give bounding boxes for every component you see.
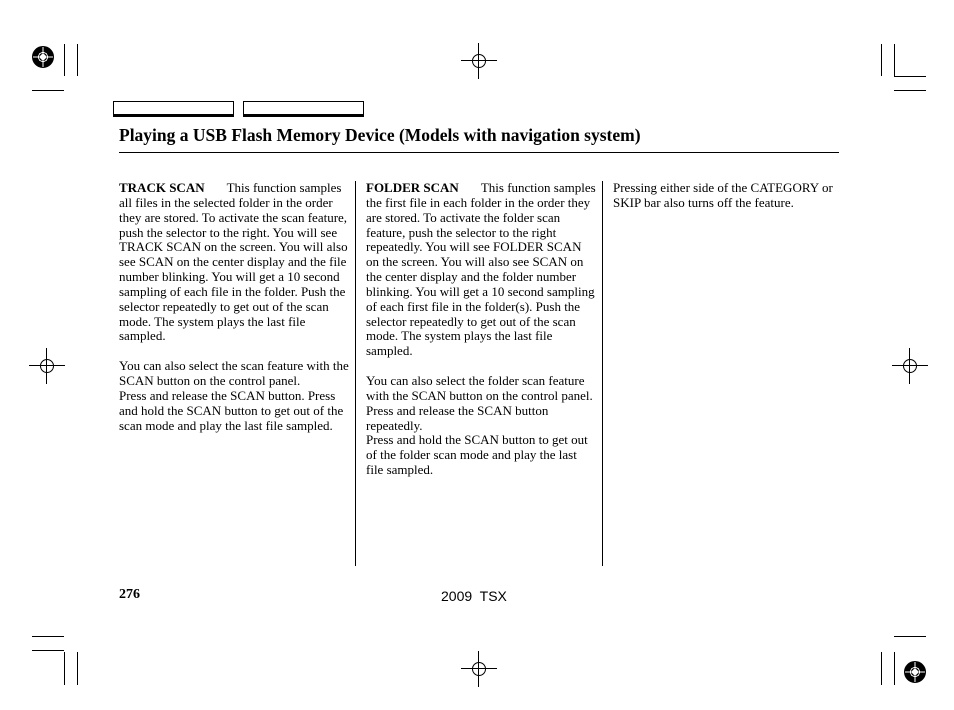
header-tab-box-1 [113,101,234,117]
paragraph [366,181,596,359]
paragraph: Press and hold the SCAN button to get out of the folder scan mode and play the last file sampled. [366,432,588,478]
text-column-2 [366,181,596,493]
crosshair-mark-top [461,43,497,79]
paragraph-text: This function samples all files in the selected folder in the order they are stored. To activate the scan feature, push the selector to the right. You will see TRACK SCAN on the screen. You will also see SCAN on the center display and the file number blinking. You will get a 10 second sampling of each file in the folder. Push the selector repeatedly to get out of the scan mode. The system plays the last file sampled. [119,180,348,344]
crop-mark [894,90,926,91]
page-title: Playing a USB Flash Memory Device (Models with navigation system) [119,125,641,145]
crop-mark [894,652,895,685]
paragraph [119,181,349,344]
crop-mark [894,76,926,77]
text-column-3 [613,181,835,226]
registration-mark-bottom-right [904,661,926,683]
model-label: 2009 TSX [441,588,507,604]
crop-mark [894,44,895,76]
paragraph: Pressing either side of the CATEGORY or SKIP bar also turns off the feature. [613,180,833,210]
paragraph: You can also select the scan feature with the SCAN button on the control panel. [119,358,349,388]
paragraph: Press and release the SCAN button. Press and hold the SCAN button to get out of the scan mode and play the last file sampled. [119,387,344,433]
crop-mark [64,652,65,685]
run-in-heading: FOLDER SCAN [366,180,459,195]
crop-mark [64,44,65,76]
crop-mark [894,636,926,637]
paragraph-text: This function samples the first file in each folder in the order they are stored. To activate the folder scan feature, push the selector to the right repeatedly. You will see FOLDER SCAN on the screen. You will also see SCAN on the center display and the folder number blinking. You will get a 10 second sampling of each first file in the folder(s). Push the selector repeatedly to get out of the scan mode. The system plays the last file sampled. [366,180,596,359]
registration-mark-top-left [32,46,54,68]
crop-mark [32,90,64,91]
run-in-heading: TRACK SCAN [119,180,205,195]
crop-mark [77,652,78,685]
column-divider [355,181,356,566]
crosshair-mark-bottom [461,651,497,687]
crop-mark [32,650,64,651]
column-divider [602,181,603,566]
crop-mark [77,44,78,76]
title-rule [119,152,839,153]
paragraph: You can also select the folder scan feature with the SCAN button on the control panel. Press and release the SCAN button repeatedly. [366,372,593,433]
text-column-1 [119,181,349,448]
crosshair-mark-left [29,348,65,384]
crosshair-mark-right [892,348,928,384]
page-number: 276 [119,587,140,602]
crop-mark [881,44,882,76]
crop-mark [32,636,64,637]
crop-mark [881,652,882,685]
header-tab-box-2 [243,101,364,117]
